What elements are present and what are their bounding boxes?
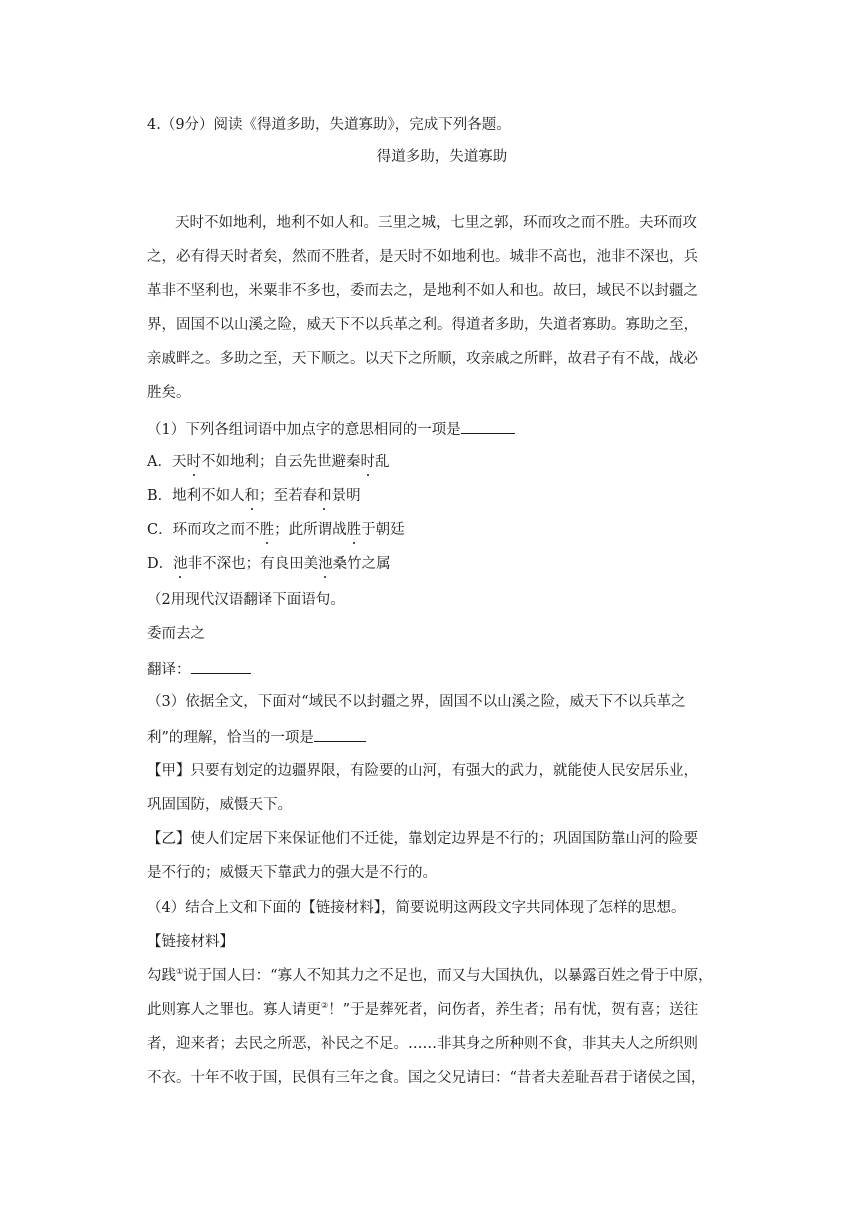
sub-question-3-prompt-cont [147, 726, 737, 748]
choice-jia: 【甲】只要有划定的边疆界限，有险要的山河，有强大的武力，就能使人民安居乐业， [147, 763, 698, 779]
prompt-text: 利”的理解，恰当的一项是 [147, 730, 314, 746]
option-d [147, 554, 737, 574]
translate-sentence: 委而去之 [147, 626, 205, 642]
sub-question-2-prompt: （2用现代汉语翻译下面语句。 [147, 592, 345, 608]
material-text: ！”于是葬死者，问伤者，养生者；吊有忧，贺有喜；送往 [328, 1002, 699, 1018]
footnote-marker: ② [321, 1001, 329, 1010]
translate-label: 翻译： [147, 662, 191, 678]
option-text: 于朝廷 [361, 522, 405, 538]
option-text: 不如地利；自云先世避秦 [200, 454, 361, 470]
passage-line: 之，必有得天时者矣，然而不胜者，是天时不如地利也。城非不高也，池非不深也，兵 [147, 249, 698, 265]
answer-blank[interactable] [461, 418, 515, 434]
question-header: 4.（9分）阅读《得道多助，失道寡助》，完成下列各题。 [147, 117, 511, 133]
dotted-char: 池 [318, 556, 333, 572]
option-text: 乱 [374, 454, 390, 470]
material-text: 说于国人曰：“寡人不知其力之不足也，而又与大国执仇，以暴露百姓之骨于中原， [183, 968, 713, 984]
sub-question-3-prompt: （3）依据全文，下面对“域民不以封疆之界，固国不以山溪之险，威天下不以兵革之 [147, 694, 686, 710]
option-text: B．地利不如人 [147, 488, 245, 504]
option-text: ；此所谓战 [274, 522, 347, 538]
translate-row [147, 658, 737, 680]
choice-yi-cont: 是不行的；威慑天下靠武力的强大是不行的。 [147, 865, 437, 881]
dotted-char: 和 [317, 488, 332, 504]
passage-line: 革非不坚利也，米粟非不多也，委而去之，是地利不如人和也。故曰，域民不以封疆之 [147, 283, 698, 299]
option-text: 景明 [331, 488, 361, 504]
material-text: 勾践 [147, 968, 176, 984]
material-label: 【链接材料】 [147, 934, 234, 950]
choice-jia-cont: 巩固国防，威慑天下。 [147, 797, 292, 813]
passage-title: 得道多助，失道寡助 [376, 149, 508, 165]
dotted-char: 时 [360, 454, 375, 470]
material-line [147, 1000, 737, 1020]
dotted-char: 胜 [259, 522, 275, 538]
footnote-marker: ① [176, 967, 184, 976]
answer-blank[interactable] [314, 726, 366, 742]
option-text: A．天 [147, 454, 187, 470]
sub-question-1-prompt: （1）下列各组词语中加点字的意思相同的一项是 [147, 422, 461, 438]
passage-line: 胜矣。 [147, 385, 191, 401]
passage-line: 天时不如地利，地利不如人和。三里之城，七里之郭，环而攻之而不胜。夫环而攻 [175, 215, 697, 231]
material-line: 者，迎来者；去民之所恶，补民之不足。……非其身之所种则不食，非其夫人之所织则 [147, 1036, 698, 1052]
material-line: 不衣。十年不收于国，民俱有三年之食。国之父兄请曰：“昔者夫差耻吾君于诸侯之国， [147, 1070, 706, 1086]
dotted-char: 池 [173, 556, 188, 572]
option-text: ；至若春 [259, 488, 318, 504]
sub-question-4-prompt: （4）结合上文和下面的【链接材料】，简要说明这两段文字共同体现了怎样的思想。 [147, 900, 686, 916]
choice-yi: 【乙】使人们定居下来保证他们不迁徙，靠划定边界是不行的；巩固国防靠山河的险要 [147, 831, 698, 847]
option-text: 桑竹之属 [332, 556, 391, 572]
passage-line: 界，固国不以山溪之险，威天下不以兵革之利。得道者多助，失道者寡助。寡助之至， [147, 317, 698, 333]
option-b [147, 486, 737, 506]
option-c [147, 520, 737, 540]
dotted-char: 胜 [346, 522, 362, 538]
option-text: 非不深也；有良田美 [187, 556, 319, 572]
answer-blank[interactable] [191, 658, 251, 674]
passage-line: 亲戚畔之。多助之至，天下顺之。以天下之所顺，攻亲戚之所畔，故君子有不战，战必 [147, 351, 698, 367]
material-text: 此则寡人之罪也。寡人请更 [147, 1002, 321, 1018]
option-text: C．环而攻之而不 [147, 522, 260, 538]
dotted-char: 和 [244, 488, 260, 504]
dotted-char: 时 [186, 454, 201, 470]
option-a [147, 452, 737, 472]
material-line [147, 966, 737, 986]
sub-question-1 [147, 418, 737, 440]
option-text: D． [147, 556, 174, 572]
